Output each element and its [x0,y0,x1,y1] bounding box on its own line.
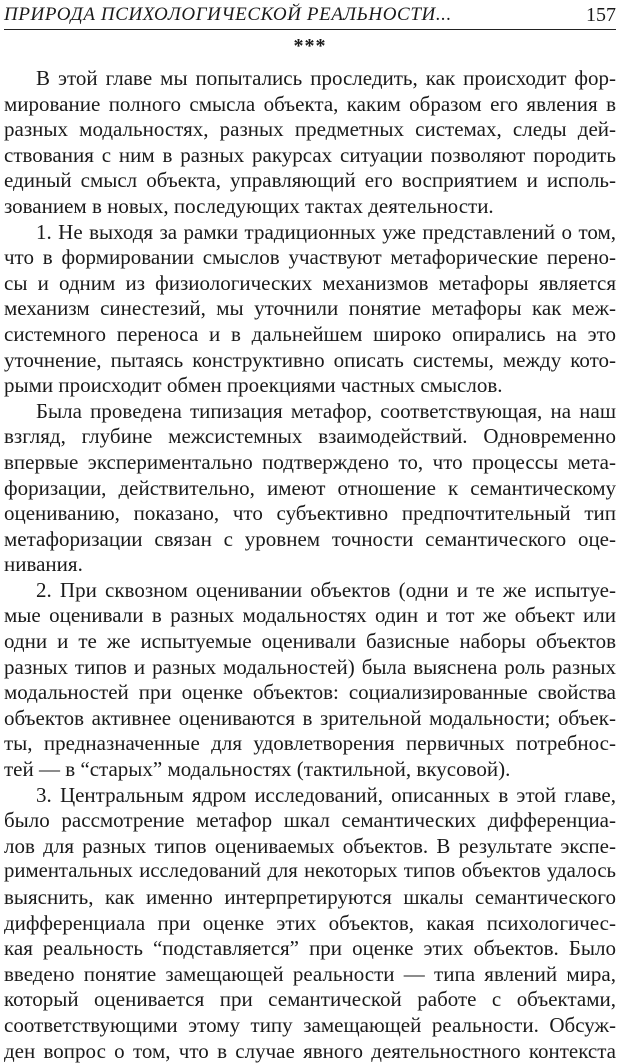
text-line: впервые экспериментально подтверждено то, что процессы мета- [4,449,616,474]
text-line: системного переноса и в дальнейшем широко опирались на это [4,321,616,346]
text-line: рыми происходит обмен проекциями частных смыслов. [4,373,503,398]
text-line: ты, предназначенные для удовлетворения первичных потребнос- [4,731,616,756]
body-text [4,66,616,1064]
text-line: механизм синестезий, мы уточнили понятие метафоры как меж- [4,296,616,321]
text-line: уточнение, пытаясь конструктивно описать системы, между кото- [4,347,616,372]
text-line: объектов активнее оцениваются в зрительной модальности; объек- [4,705,616,730]
text-line: 1. Не выходя за рамки традиционных уже представлений о том, [36,219,616,244]
text-line: разных модальностях, разных предметных системах, следы дей- [4,117,616,142]
text-line: форизации, действительно, имеют отношение к семантическому [4,475,616,500]
text-line: соответствующими этому типу замещающей реальности. Обсуж- [4,1012,616,1037]
text-line: модальностей при оценке объектов: социализированные свойства [4,680,616,705]
text-line: 2. При сквозном оценивании объектов (одни и те же испытуе- [36,577,616,602]
text-line: ден вопрос о том, что в случае явного деятельностного контекста [4,1038,616,1063]
section-separator: *** [293,35,327,57]
text-line: введено понятие замещающей реальности — типа явлений мира, [4,961,616,986]
text-line: одни и те же испытуемые оценивали базисные наборы объектов [4,629,616,654]
text-line: лов для разных типов оцениваемых объектов. В результате экспе- [4,833,616,858]
text-line: метафоризации связан с уровнем точности семантического оце- [4,526,616,551]
page-header [4,4,616,28]
text-line: Была проведена типизация метафор, соответствующая, на наш [36,398,616,423]
text-line: единый смысл объекта, управляющий его восприятием и исполь- [4,168,616,193]
text-line: взгляд, глубине межсистемных взаимодействий. Одновременно [4,424,616,449]
page-number: 157 [586,4,616,26]
text-line: который оценивается при семантической работе с объектами, [4,987,616,1012]
text-line: кая реальность “подставляется” при оценке этих объектов. Было [4,936,616,961]
header-rule [4,29,616,30]
text-line: оцениванию, показано, что субъективно предпочтительный тип [4,501,616,526]
text-line: 3. Центральным ядром исследований, описанных в этой главе, [36,782,616,807]
text-line: ствования с ним в разных ракурсах ситуации позволяют породить [4,142,616,167]
text-line: тей — в “старых” модальностях (тактильной, вкусовой). [4,757,511,782]
text-line: что в формировании смыслов участвуют метафорические перено- [4,245,616,270]
running-title: ПРИРОДА ПСИХОЛОГИЧЕСКОЙ РЕАЛЬНОСТИ... [4,4,452,25]
text-line: было рассмотрение метафор шкал семантических дифференциа- [4,808,616,833]
text-line: сы и одним из физиологических механизмов метафоры является [4,270,616,295]
text-line: нивания. [4,552,83,577]
text-line: разных типов и разных модальностей) была выяснена роль разных [4,654,616,679]
text-line: В этой главе мы попытались проследить, как происходит фор- [36,66,616,90]
text-line: дифференциала при оценке этих объектов, какая психологичес- [4,910,616,935]
text-line: зованием в новых, последующих тактах деятельности. [4,193,494,218]
text-line: мирование полного смысла объекта, каким образом его явления в [4,91,616,116]
text-line: выяснить, как именно интерпретируются шкалы семантического [4,885,616,909]
text-line: мые оценивали в разных модальностях один и тот же объект или [4,603,616,628]
text-line: риментальных исследований для некоторых типов объектов удалось [4,860,616,883]
